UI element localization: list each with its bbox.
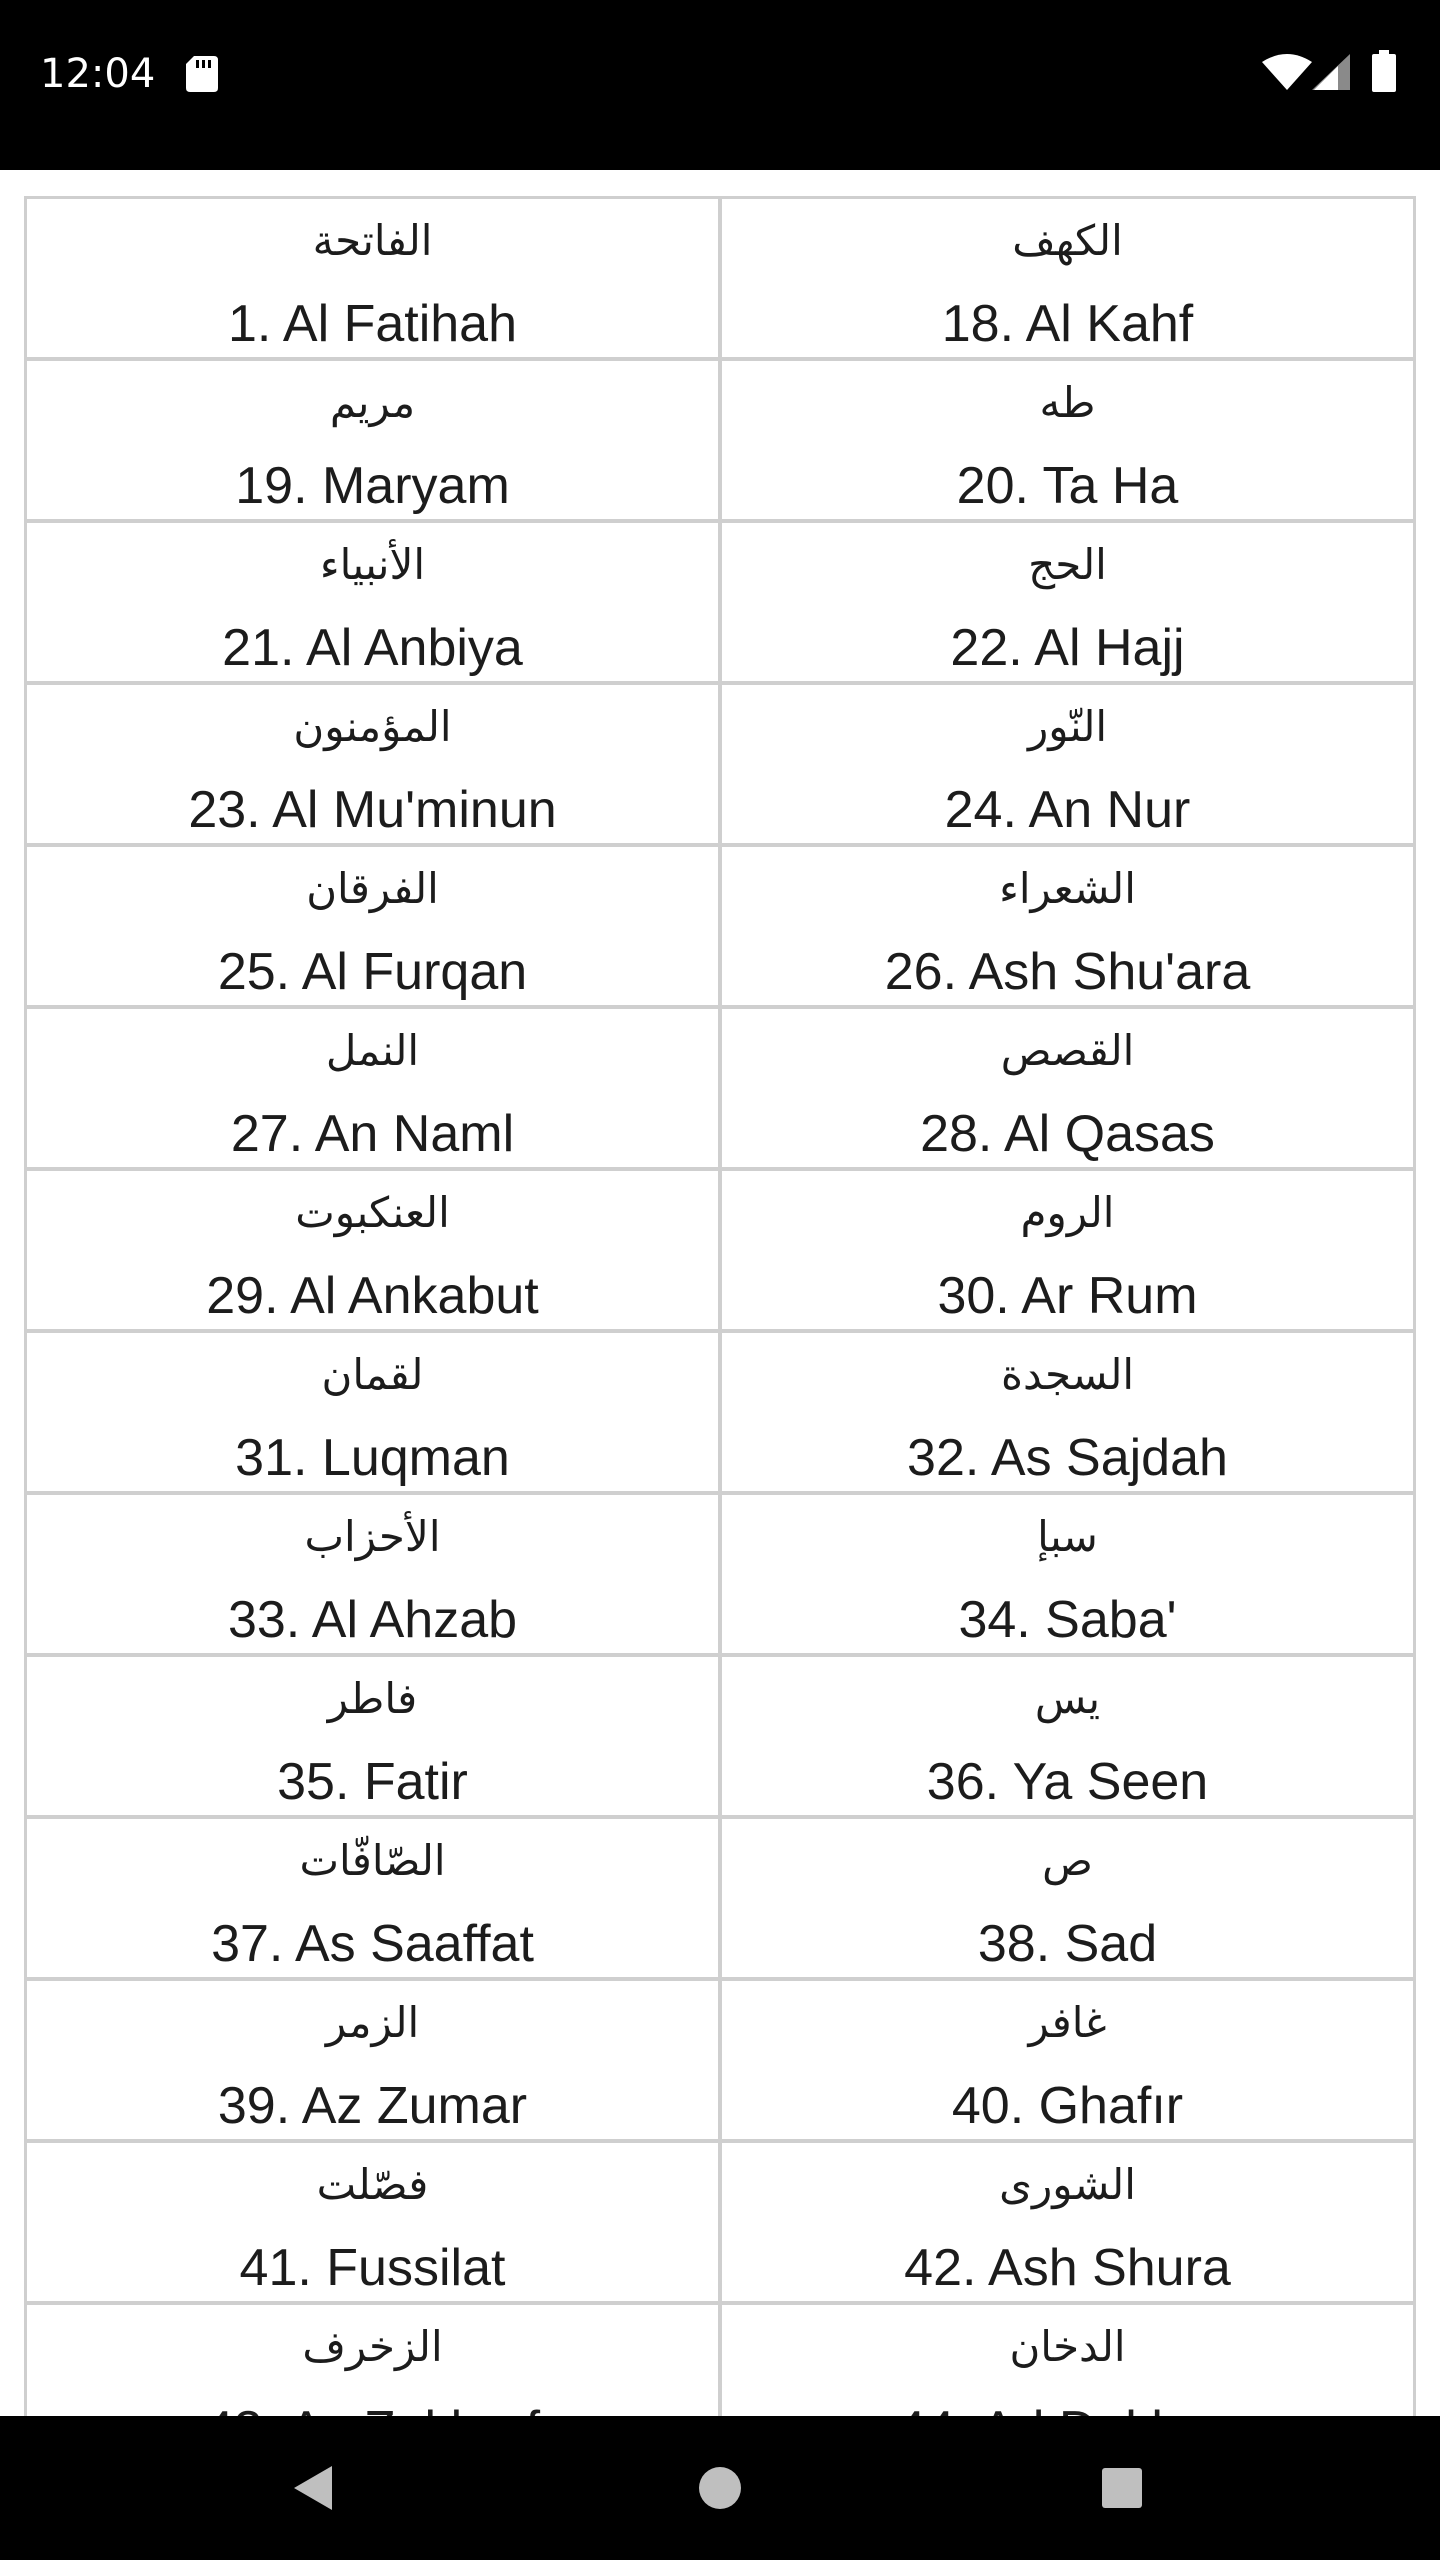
surah-cell[interactable]: [722, 1819, 1413, 1977]
surah-cell[interactable]: [27, 361, 718, 519]
surah-arabic-name: النمل: [325, 1026, 420, 1075]
status-time: 12:04: [40, 51, 156, 97]
surah-english-name: 28. Al Qasas: [920, 1105, 1215, 1163]
surah-english-name: 1. Al Fatihah: [227, 295, 518, 353]
surah-cell[interactable]: [27, 523, 718, 681]
surah-arabic-name: الشورى: [999, 2160, 1136, 2209]
surah-list-screen: [0, 170, 1440, 2416]
surah-cell[interactable]: [27, 199, 718, 357]
surah-arabic-name: فاطر: [327, 1674, 418, 1723]
surah-cell[interactable]: [722, 847, 1413, 1005]
cell-signal-icon: [1312, 54, 1350, 90]
surah-english-name: 32. As Sajdah: [907, 1429, 1228, 1487]
recents-icon[interactable]: [1086, 2452, 1158, 2524]
surah-cell[interactable]: [722, 361, 1413, 519]
surah-arabic-name: فصّلت: [316, 2160, 429, 2209]
surah-cell[interactable]: [27, 847, 718, 1005]
surah-arabic-name: لقمان: [321, 1350, 424, 1399]
surah-cell[interactable]: [722, 685, 1413, 843]
surah-arabic-name: النّور: [1027, 702, 1108, 751]
surah-english-name: 19. Maryam: [235, 457, 510, 515]
surah-arabic-name: الكهف: [1012, 216, 1123, 265]
surah-cell[interactable]: [27, 1981, 718, 2139]
surah-arabic-name: الروم: [1020, 1188, 1115, 1237]
surah-arabic-name: المؤمنون: [293, 702, 452, 751]
surah-cell[interactable]: [722, 199, 1413, 357]
surah-cell[interactable]: [722, 1495, 1413, 1653]
surah-english-name: 35. Fatir: [277, 1753, 468, 1811]
surah-arabic-name: الحج: [1028, 540, 1107, 589]
surah-arabic-name: الأنبياء: [319, 540, 426, 589]
surah-english-name: 37. As Saaffat: [211, 1915, 534, 1973]
surah-english-name: 27. An Naml: [230, 1105, 515, 1163]
surah-english-name: 39. Az Zumar: [217, 2077, 528, 2135]
surah-arabic-name: سبإ: [1037, 1512, 1098, 1561]
surah-arabic-name: غافر: [1028, 1998, 1107, 2047]
surah-english-name: 36. Ya Seen: [926, 1753, 1209, 1811]
navigation-bar: [0, 2416, 1440, 2560]
status-bar: [0, 0, 1440, 170]
surah-cell[interactable]: [722, 1009, 1413, 1167]
surah-arabic-name: العنكبوت: [295, 1188, 450, 1237]
surah-english-name: 34. Saba': [958, 1591, 1177, 1649]
surah-cell[interactable]: [722, 1171, 1413, 1329]
surah-arabic-name: الفاتحة: [312, 216, 433, 265]
battery-icon: [1372, 50, 1396, 92]
back-icon[interactable]: [276, 2452, 348, 2524]
surah-cell[interactable]: [27, 685, 718, 843]
surah-english-name: 25. Al Furqan: [217, 943, 528, 1001]
wifi-icon: [1262, 54, 1312, 90]
surah-arabic-name: مريم: [329, 378, 416, 427]
surah-cell[interactable]: [722, 1981, 1413, 2139]
surah-english-name: 38. Sad: [977, 1915, 1158, 1973]
surah-english-name: 31. Luqman: [235, 1429, 510, 1487]
surah-english-name: 30. Ar Rum: [937, 1267, 1198, 1325]
surah-english-name: 26. Ash Shu'ara: [884, 943, 1251, 1001]
surah-arabic-name: ص: [1042, 1836, 1093, 1885]
surah-english-name: 22. Al Hajj: [950, 619, 1185, 677]
sd-card-icon: [186, 56, 218, 92]
surah-cell[interactable]: [722, 2143, 1413, 2301]
surah-cell[interactable]: [27, 1495, 718, 1653]
surah-cell[interactable]: [27, 1819, 718, 1977]
surah-english-name: 18. Al Kahf: [941, 295, 1194, 353]
surah-arabic-name: الصّافّات: [299, 1836, 446, 1885]
surah-english-name: 40. Ghafır: [951, 2077, 1184, 2135]
surah-arabic-name: القصص: [1000, 1026, 1135, 1075]
surah-cell[interactable]: [27, 1333, 718, 1491]
surah-english-name: 29. Al Ankabut: [206, 1267, 539, 1325]
surah-grid: [24, 196, 1416, 2466]
surah-cell[interactable]: [27, 1657, 718, 1815]
surah-arabic-name: الزمر: [325, 1998, 420, 2047]
surah-cell[interactable]: [27, 1171, 718, 1329]
surah-cell[interactable]: [722, 1657, 1413, 1815]
surah-arabic-name: الشعراء: [999, 864, 1136, 913]
surah-english-name: 42. Ash Shura: [904, 2239, 1231, 2297]
surah-english-name: 20. Ta Ha: [956, 457, 1179, 515]
home-icon[interactable]: [684, 2452, 756, 2524]
surah-arabic-name: الزخرف: [302, 2322, 443, 2371]
surah-arabic-name: يس: [1034, 1674, 1101, 1723]
surah-arabic-name: السجدة: [1000, 1350, 1135, 1399]
surah-english-name: 33. Al Ahzab: [227, 1591, 518, 1649]
surah-arabic-name: الفرقان: [306, 864, 439, 913]
surah-cell[interactable]: [27, 1009, 718, 1167]
surah-english-name: 41. Fussilat: [239, 2239, 506, 2297]
surah-english-name: 23. Al Mu'minun: [188, 781, 557, 839]
surah-cell[interactable]: [722, 523, 1413, 681]
surah-english-name: 24. An Nur: [944, 781, 1191, 839]
surah-arabic-name: الأحزاب: [304, 1512, 441, 1561]
surah-cell[interactable]: [722, 1333, 1413, 1491]
surah-arabic-name: الدخان: [1009, 2322, 1126, 2371]
surah-cell[interactable]: [27, 2143, 718, 2301]
surah-arabic-name: طه: [1039, 378, 1096, 427]
surah-english-name: 21. Al Anbiya: [222, 619, 523, 677]
